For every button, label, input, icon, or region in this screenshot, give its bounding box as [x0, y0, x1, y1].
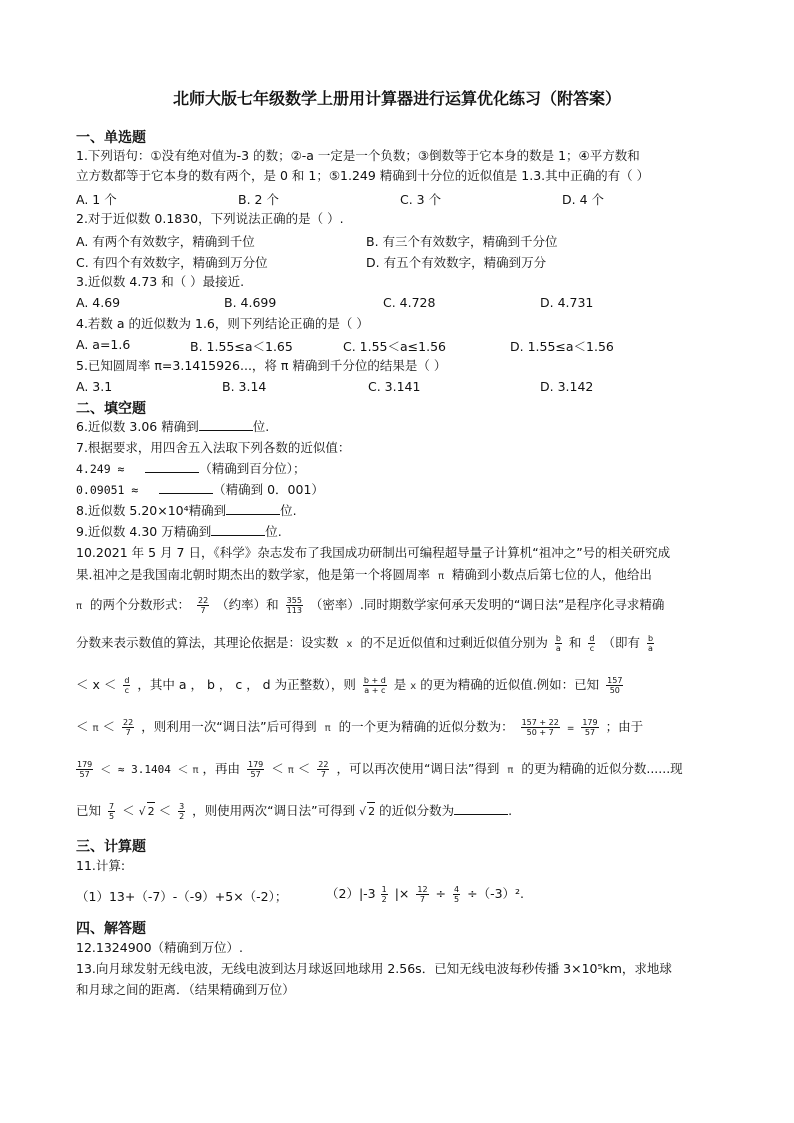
q10-text: 的近似分数为 — [379, 803, 455, 818]
var-x: x — [410, 681, 417, 692]
q10-line6 — [76, 718, 643, 738]
fraction-179-57 — [247, 760, 264, 779]
q4-option-a: A. a=1.6 — [76, 337, 131, 352]
frac-den: 2 — [381, 895, 387, 904]
q2-option-a: A. 有两个有效数字，精确到千位 — [76, 234, 255, 249]
frac-num: b + d — [363, 676, 386, 685]
q10-text: ，则使用两次“调日法”可得到 — [192, 803, 356, 818]
q10-text: ＜ x ＜ — [76, 677, 117, 692]
frac-num: 22 — [318, 760, 329, 769]
fraction-7-5 — [108, 802, 115, 821]
q5-stem: 5.已知圆周率 π=3.1415926...，将 π 精确到千分位的结果是（ ） — [76, 358, 447, 373]
section-heading-solution: 四、解答题 — [76, 921, 146, 937]
q10-answer-blank[interactable] — [454, 802, 508, 815]
sqrt-radicand: 2 — [147, 802, 155, 821]
q10-text: ；由于 — [605, 719, 644, 734]
frac-den: 50 — [609, 686, 620, 695]
frac-den: 57 — [250, 770, 261, 779]
equals-sign: = — [566, 724, 575, 734]
q3-option-a: A. 4.69 — [76, 295, 121, 310]
frac-num: 3 — [179, 802, 185, 811]
frac-den: 7 — [125, 728, 131, 737]
q4-option-d: D. 1.55≤a＜1.56 — [510, 339, 614, 354]
q10-text: 是 — [393, 677, 407, 692]
q13-line1: 13.向月球发射无线电波，无线电波到达月球返回地球用 2.56s．已知无线电波每秒传播 3×10⁵km，求地球 — [76, 961, 672, 976]
q10-text: 的更为精确的近似分数......现 — [521, 761, 683, 776]
frac-num: d — [589, 634, 595, 643]
frac-num: b — [555, 634, 561, 643]
q3-option-b: B. 4.699 — [224, 295, 277, 310]
frac-num: 1 — [381, 885, 387, 894]
q9 — [76, 523, 282, 541]
frac-den: 7 — [419, 895, 426, 904]
q10-text: 的不足近似值和过剩近似值分别为 — [360, 635, 548, 650]
q10-text: ＜ — [122, 803, 135, 818]
sqrt-2: √ 2 — [139, 805, 155, 818]
frac-den: 113 — [286, 606, 302, 615]
section-heading-calculation: 三、计算题 — [76, 839, 146, 855]
q11-part2 — [326, 885, 524, 904]
q10-text: 分数来表示数值的算法，其理论依据是：设实数 — [76, 635, 339, 650]
q7-part-b — [76, 481, 324, 499]
pi-symbol: π — [287, 765, 294, 776]
q10-line7 — [76, 760, 683, 780]
fraction-b-a — [647, 634, 654, 653]
q10-text: ＜ ≈ 3.1404 ＜ — [100, 763, 189, 776]
q7b-post: （精确到 0．001） — [213, 482, 324, 497]
fraction-1-2 — [381, 885, 388, 904]
frac-num: 4 — [454, 885, 460, 894]
fraction-d-c — [588, 634, 595, 653]
frac-den: 5 — [454, 895, 460, 904]
fraction-22-7 — [317, 760, 329, 779]
q10-text: ＜ — [76, 719, 89, 734]
q5-option-a: A. 3.1 — [76, 379, 113, 394]
q10-line3 — [76, 596, 664, 616]
q11-text: |× — [394, 886, 410, 901]
frac-num: 12 — [417, 885, 428, 894]
frac-num: 22 — [123, 718, 134, 727]
q7b-answer-blank[interactable] — [159, 481, 213, 494]
fraction-355-113 — [286, 596, 303, 615]
q1-option-b: B. 2 个 — [238, 192, 279, 207]
frac-den: a — [555, 644, 561, 653]
frac-den: 5 — [109, 812, 115, 821]
q3-option-d: D. 4.731 — [540, 295, 594, 310]
pi-symbol: π — [437, 571, 444, 582]
q8-pre: 8.近似数 5.20×10⁴精确到 — [76, 503, 227, 518]
fraction-d-c — [123, 676, 130, 695]
q1-option-d: D. 4 个 — [562, 192, 604, 207]
q6-post: 位. — [252, 419, 270, 434]
fraction-22-7 — [197, 596, 209, 615]
q6-answer-blank[interactable] — [199, 418, 253, 431]
q10-line4 — [76, 634, 657, 654]
sqrt-2: √ 2 — [359, 805, 375, 818]
fraction-179-57 — [76, 760, 93, 779]
q6 — [76, 418, 269, 436]
frac-num: 179 — [77, 760, 93, 769]
frac-den: c — [589, 644, 595, 653]
frac-den: 7 — [320, 770, 326, 779]
frac-den: 57 — [584, 728, 596, 737]
q4-option-b: B. 1.55≤a＜1.65 — [190, 339, 293, 354]
q7-stem: 7.根据要求，用四舍五入法取下列各数的近似值： — [76, 440, 351, 455]
q9-post: 位. — [265, 524, 282, 539]
q10-text: （即有 — [602, 635, 640, 650]
q10-line1: 10.2021 年 5 月 7 日，《科学》杂志发布了我国成功研制出可编程超导量子计算机“祖冲之”号的相关研究成 — [76, 545, 671, 560]
q6-pre: 6.近似数 3.06 精确到 — [76, 419, 199, 434]
pi-symbol: π — [76, 601, 83, 612]
q2-option-b: B. 有三个有效数字，精确到千分位 — [366, 234, 558, 249]
q3-option-c: C. 4.728 — [383, 295, 436, 310]
q2-option-d: D. 有五个有效数字，精确到万分 — [366, 255, 547, 270]
q10-line5 — [76, 676, 626, 696]
q7a-pre: 4.249 ≈ — [76, 462, 132, 476]
q5-option-d: D. 3.142 — [540, 379, 594, 394]
fraction-4-5 — [453, 885, 460, 904]
q10-text: 精确到小数点后第七位的人，他给出 — [451, 567, 652, 582]
q11-text: ÷（-3）². — [467, 886, 525, 901]
fraction-b-a — [555, 634, 562, 653]
fraction-sum — [521, 718, 560, 737]
q10-line2 — [76, 566, 652, 586]
q10-text: 果.祖冲之是我国南北朝时期杰出的数学家，他是第一个将圆周率 — [76, 567, 430, 582]
q10-text: 和 — [568, 635, 582, 650]
q11-part1: （1）13+（-7）-（-9）+5×（-2）； — [76, 889, 288, 904]
q10-text: 的更为精确的近似值.例如：已知 — [420, 677, 600, 692]
q10-text: ＜ — [158, 803, 172, 818]
q12: 12.1324900（精确到万位）. — [76, 940, 244, 955]
frac-den: a + c — [364, 686, 386, 695]
q13-line2: 和月球之间的距离．（结果精确到万位） — [76, 982, 295, 997]
q7a-answer-blank[interactable] — [145, 460, 199, 473]
q4-stem: 4.若数 a 的近似数为 1.6，则下列结论正确的是（ ） — [76, 316, 369, 331]
q10-text: 的两个分数形式： — [89, 597, 190, 612]
q5-option-c: C. 3.141 — [368, 379, 421, 394]
pi-symbol: π — [92, 723, 99, 734]
q8 — [76, 502, 297, 520]
q7a-post: （精确到百分位）； — [199, 461, 306, 476]
fraction-12-7 — [416, 885, 428, 904]
q4-option-c: C. 1.55＜a≤1.56 — [343, 339, 446, 354]
page-title: 北师大版七年级数学上册用计算器进行运算优化练习（附答案） — [172, 89, 621, 108]
section-heading-fill-blank: 二、填空题 — [76, 401, 146, 417]
q7b-pre: 0.09051 ≈ — [76, 483, 146, 497]
q11-stem: 11.计算: — [76, 858, 126, 873]
q10-text: （密率）.同时期数学家何承天发明的“调日法”是程序化寻求精确 — [309, 597, 665, 612]
frac-num: 7 — [109, 802, 115, 811]
q5-option-b: B. 3.14 — [222, 379, 267, 394]
frac-num: 179 — [582, 718, 598, 727]
q1-option-c: C. 3 个 — [400, 192, 442, 207]
q10-text: ，可以再次使用“调日法”得到 — [336, 761, 500, 776]
frac-num: b — [647, 634, 654, 643]
frac-num: 22 — [197, 596, 209, 605]
frac-den: 2 — [179, 812, 185, 821]
fraction-22-7 — [122, 718, 134, 737]
fraction-179-57 — [581, 718, 598, 737]
q10-text: （约率）和 — [216, 597, 279, 612]
frac-num: 179 — [248, 760, 264, 769]
frac-den: 7 — [200, 606, 206, 615]
var-x: x — [346, 639, 353, 650]
frac-num: d — [124, 676, 130, 685]
frac-num: 157 + 22 — [521, 718, 559, 727]
q10-text: 的一个更为精确的近似分数为： — [338, 719, 514, 734]
q10-text: ＜ — [102, 719, 116, 734]
frac-den: a — [648, 644, 653, 653]
q2-stem: 2.对于近似数 0.1830，下列说法正确的是（ ）. — [76, 211, 344, 226]
q3-stem: 3.近似数 4.73 和（ ）最接近. — [76, 274, 245, 289]
q2-option-c: C. 有四个有效数字，精确到万分位 — [76, 255, 268, 270]
section-heading-single-choice: 一、单选题 — [76, 130, 146, 146]
frac-den: 57 — [79, 770, 90, 779]
pi-symbol: π — [507, 765, 514, 776]
q8-post: 位. — [280, 503, 297, 518]
q10-text: ，则利用一次“调日法”后可得到 — [141, 719, 317, 734]
q1-line2: 立方数都等于它本身的数有两个，是 0 和 1；⑤1.249 精确到十分位的近似值是 1.3.其中正确的有（ ） — [76, 168, 650, 183]
frac-num: 157 — [607, 676, 623, 685]
q8-answer-blank[interactable] — [226, 502, 280, 515]
q10-text: ，再由 — [202, 761, 241, 776]
frac-num: 355 — [286, 596, 302, 605]
q10-text: 已知 — [76, 803, 102, 818]
q11-text: ÷ — [435, 886, 447, 901]
q10-text: ，其中 a ， b ， c ， d 为正整数），则 — [137, 677, 356, 692]
fraction-bd-ac — [363, 676, 387, 695]
pi-symbol: π — [192, 765, 199, 776]
q11-text: （2）|-3 — [326, 886, 376, 901]
frac-den: 50 + 7 — [526, 728, 554, 737]
q1-option-a: A. 1 个 — [76, 192, 117, 207]
q7-part-a — [76, 460, 306, 478]
q10-text: . — [508, 803, 513, 818]
q10-text: ＜ — [297, 761, 311, 776]
q1-line1: 1.下列语句：①没有绝对值为-3 的数；②-a 一定是一个负数；③倒数等于它本身的数是 1；④平方数和 — [76, 148, 640, 163]
pi-symbol: π — [324, 723, 331, 734]
q9-answer-blank[interactable] — [211, 523, 265, 536]
q9-pre: 9.近似数 4.30 万精确到 — [76, 524, 212, 539]
q10-text: ＜ — [271, 761, 284, 776]
fraction-157-50 — [606, 676, 623, 695]
sqrt-radicand: 2 — [367, 802, 375, 821]
fraction-3-2 — [178, 802, 185, 821]
frac-den: c — [124, 686, 130, 695]
q10-line8 — [76, 802, 512, 821]
